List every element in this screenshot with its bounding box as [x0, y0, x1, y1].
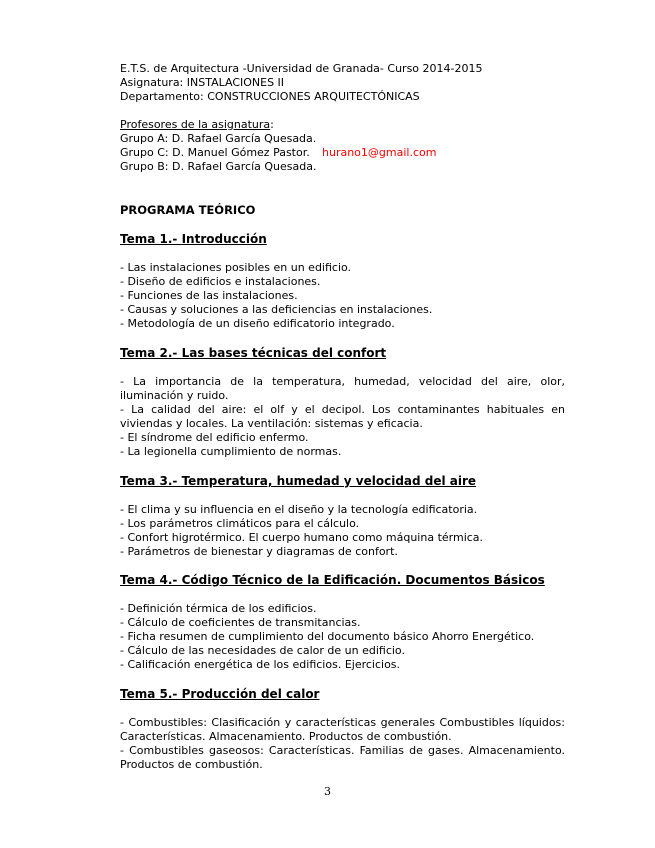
tema-5-title: Tema 5.- Producción del calor — [120, 687, 320, 701]
list-item: - Cálculo de coeficientes de transmitancias. — [120, 616, 361, 629]
list-item: - Calificación energética de los edificios. Ejercicios. — [120, 658, 401, 671]
program-title: PROGRAMA TEÓRICO — [120, 203, 256, 217]
list-item: - Los parámetros climáticos para el cálculo. — [120, 517, 360, 530]
list-item: - Definición térmica de los edificios. — [120, 602, 317, 615]
tema-5-list — [120, 716, 565, 772]
professors-heading-colon: : — [270, 118, 274, 131]
list-item: - Las instalaciones posibles en un edificio. — [120, 261, 352, 274]
tema-4-title: Tema 4.- Código Técnico de la Edificación. Documentos Básicos — [120, 573, 545, 587]
list-item: - Cálculo de las necesidades de calor de un edificio. — [120, 644, 405, 657]
list-item: - Combustibles: Clasificación y características generales Combustibles líquidos: Características. Almacenamiento. Productos de combustión. — [120, 716, 565, 743]
professor-group-b: Grupo B: D. Rafael García Quesada. — [120, 160, 317, 173]
list-item: - Causas y soluciones a las deficiencias en instalaciones. — [120, 303, 433, 316]
list-item: - Combustibles gaseosos: Características. Familias de gases. Almacenamiento. Productos de combustión. — [120, 744, 565, 771]
list-item: - Confort higrotérmico. El cuerpo humano como máquina térmica. — [120, 531, 484, 544]
professor-group-c: Grupo C: D. Manuel Gómez Pastor. — [120, 146, 310, 159]
tema-2-list — [120, 375, 565, 459]
header-department: Departamento: CONSTRUCCIONES ARQUITECTÓNICAS — [120, 90, 420, 103]
tema-2-title: Tema 2.- Las bases técnicas del confort — [120, 346, 387, 360]
tema-3-title: Tema 3.- Temperatura, humedad y velocidad del aire — [120, 474, 477, 488]
tema-1-title: Tema 1.- Introducción — [120, 232, 267, 246]
list-item: - El clima y su influencia en el diseño y la tecnología edificatoria. — [120, 503, 478, 516]
professors-heading-text: Profesores de la asignatura — [120, 118, 271, 131]
professor-group-a: Grupo A: D. Rafael García Quesada. — [120, 132, 317, 145]
contact-email-link[interactable]: hurano1@gmail.com — [322, 146, 437, 159]
tema-4-list — [120, 602, 534, 672]
list-item: - Parámetros de bienestar y diagramas de confort. — [120, 545, 398, 558]
professors-heading — [120, 118, 274, 132]
list-item: - Metodología de un diseño edificatorio integrado. — [120, 317, 395, 330]
list-item: - Funciones de las instalaciones. — [120, 289, 298, 302]
header-institution: E.T.S. de Arquitectura -Universidad de Granada- Curso 2014-2015 — [120, 62, 483, 75]
list-item: - La calidad del aire: el olf y el decipol. Los contaminantes habituales en viviendas y locales. La ventilación: sistemas y eficacia. — [120, 403, 565, 430]
list-item: - Ficha resumen de cumplimiento del documento básico Ahorro Energético. — [120, 630, 535, 643]
list-item: - Diseño de edificios e instalaciones. — [120, 275, 321, 288]
header-subject: Asignatura: INSTALACIONES II — [120, 76, 285, 89]
page-number: 3 — [324, 785, 331, 798]
tema-1-list — [120, 261, 432, 331]
list-item: - El síndrome del edificio enfermo. — [120, 431, 309, 444]
list-item: - La legionella cumplimiento de normas. — [120, 445, 342, 458]
list-item: - La importancia de la temperatura, humedad, velocidad del aire, olor, iluminación y ruido. — [120, 375, 565, 402]
tema-3-list — [120, 503, 483, 559]
